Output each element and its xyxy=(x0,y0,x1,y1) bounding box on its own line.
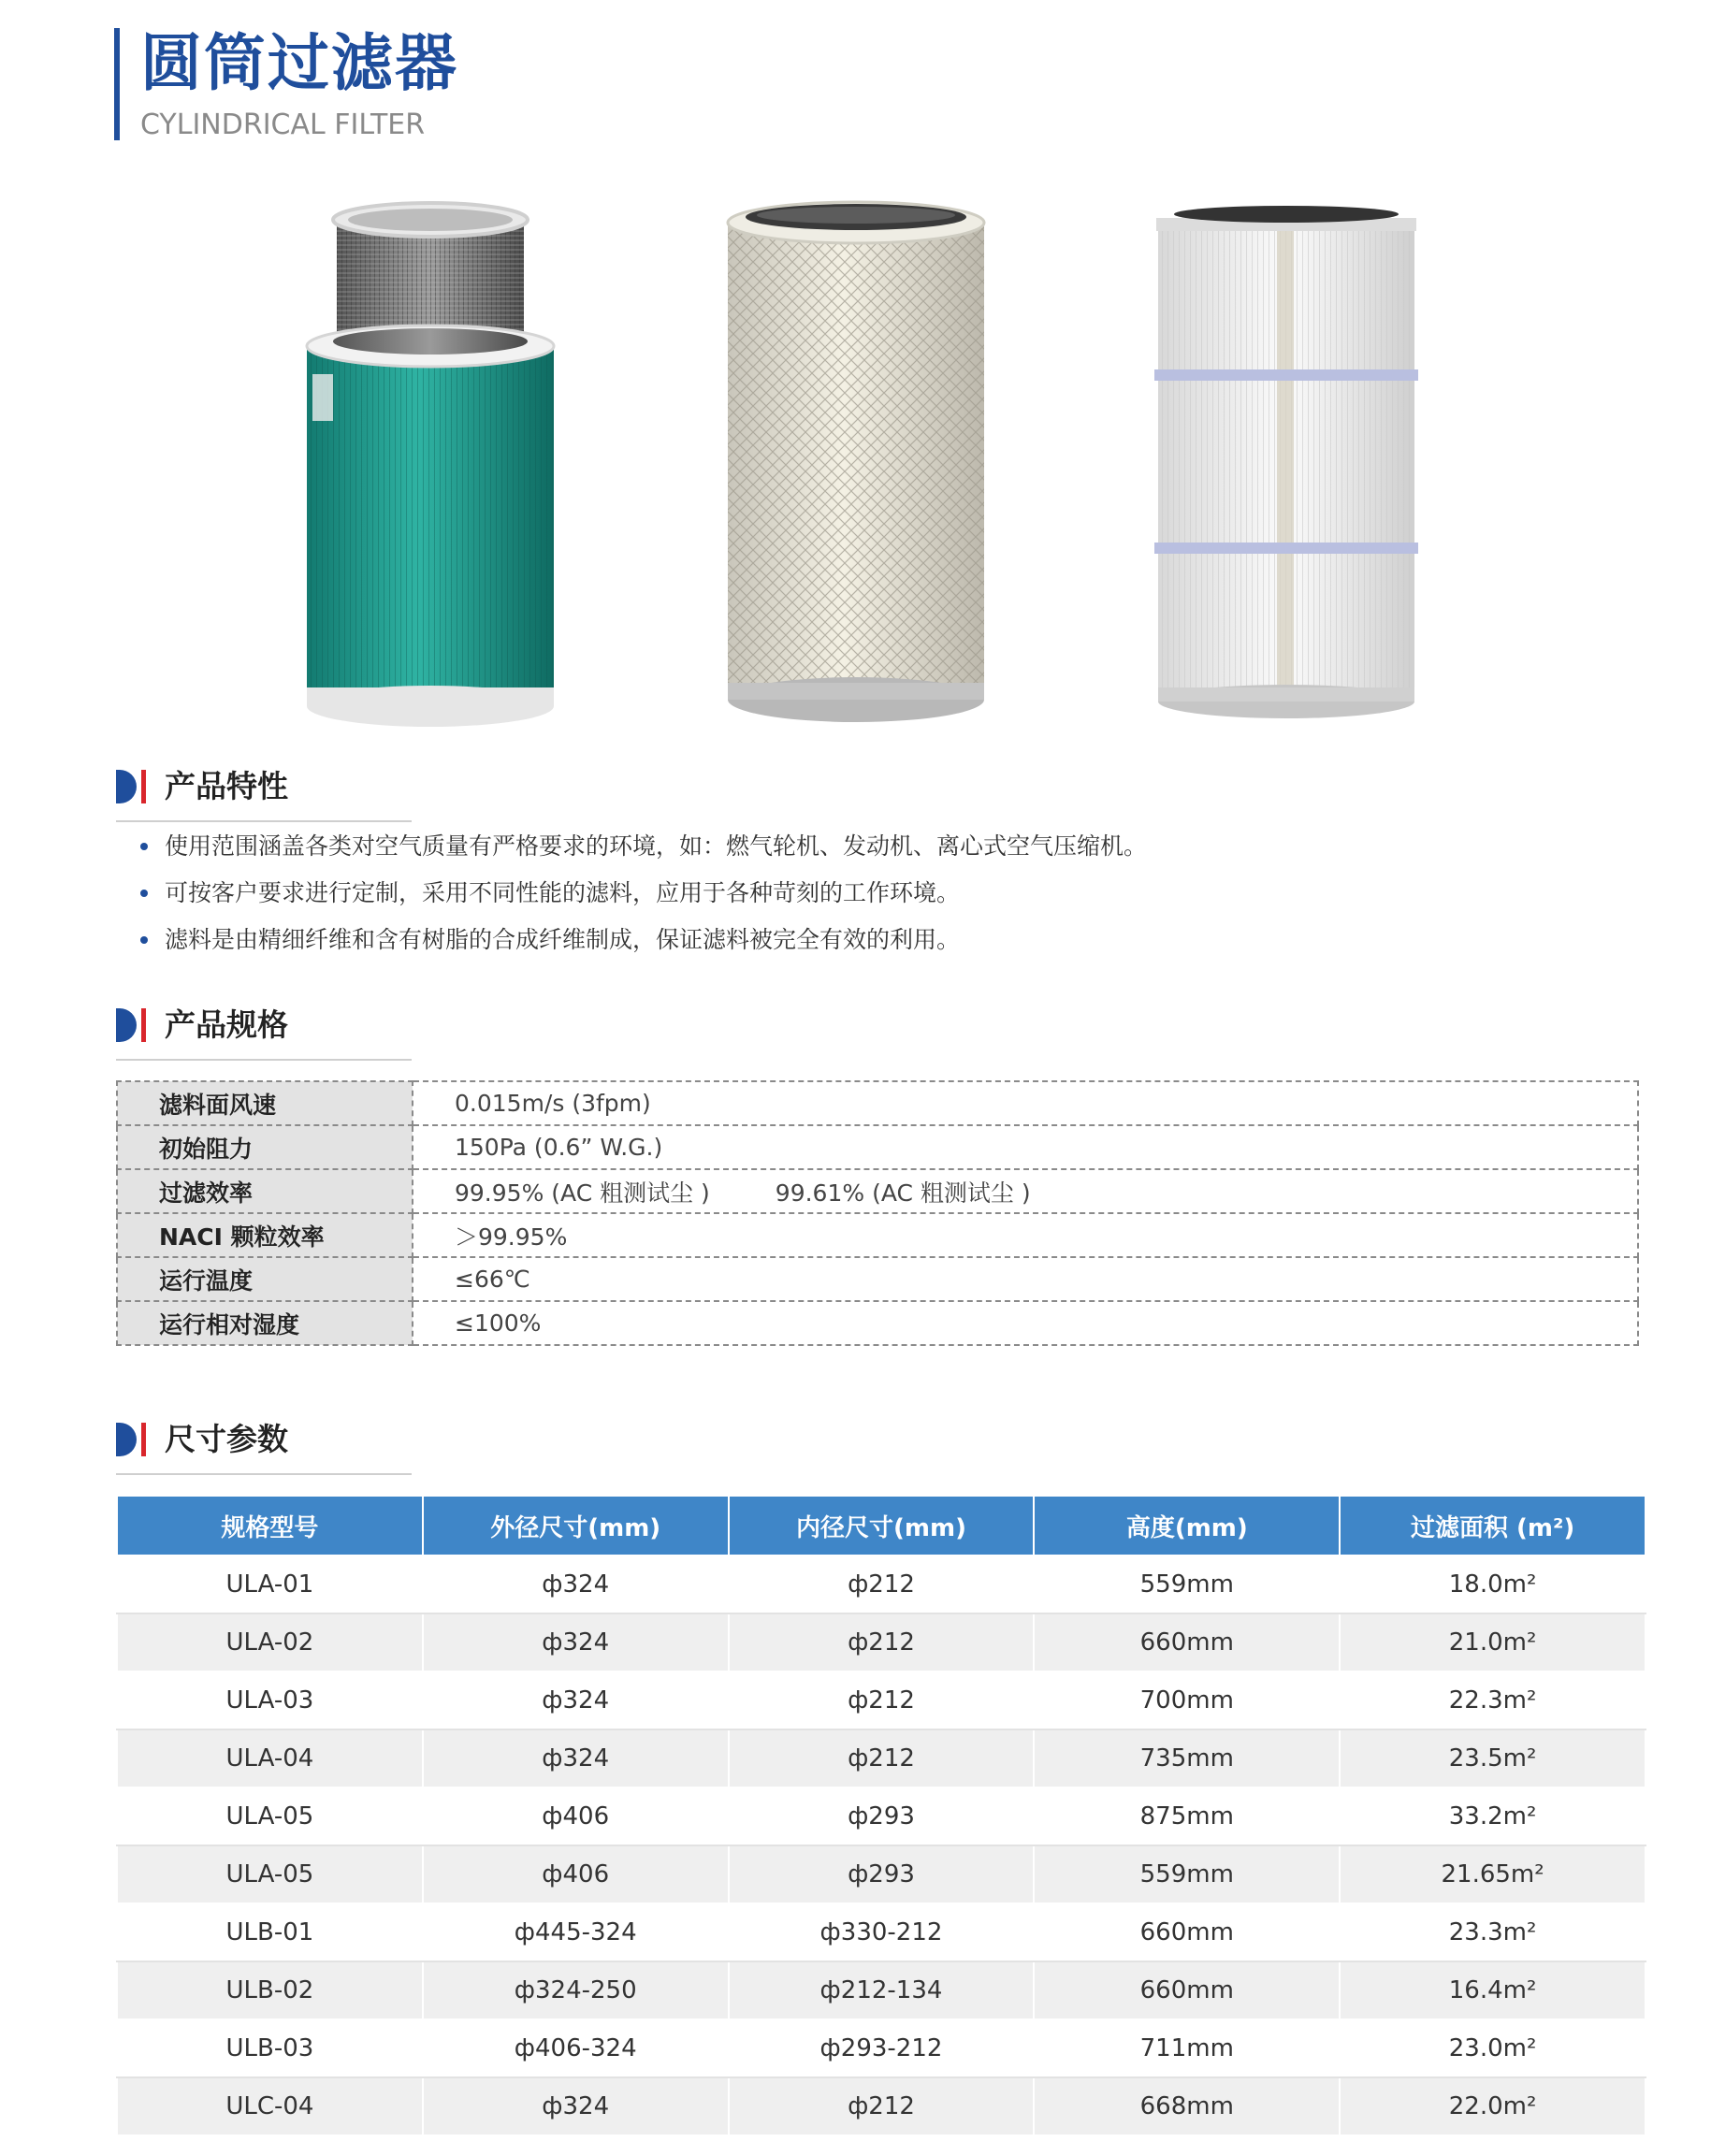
dimension-table xyxy=(116,1495,1646,2136)
cell-model: ULB-03 xyxy=(117,2019,423,2077)
table-row xyxy=(117,1729,1646,1787)
cell-model: ULA-02 xyxy=(117,1613,423,1671)
section-marker-icon xyxy=(116,770,137,803)
section-marker-bar-icon xyxy=(141,1008,146,1042)
spec-row xyxy=(117,1169,1638,1213)
spec-value xyxy=(413,1301,1638,1345)
page-title: 圆筒过滤器 xyxy=(140,27,458,99)
cell-height: 660mm xyxy=(1034,1961,1340,2019)
spec-value-text: 150Pa (0.6” W.G.) xyxy=(455,1134,663,1161)
title-accent-bar xyxy=(114,28,120,140)
cell-outer-diameter: ф445-324 xyxy=(423,1903,729,1961)
table-row xyxy=(117,2077,1646,2135)
cell-model: ULA-03 xyxy=(117,1671,423,1729)
cell-inner-diameter: ф212 xyxy=(729,1613,1035,1671)
cell-outer-diameter: ф324-250 xyxy=(423,1961,729,2019)
cell-model: ULA-05 xyxy=(117,1845,423,1903)
cell-filter-area: 16.4m² xyxy=(1340,1961,1646,2019)
cell-inner-diameter: ф293 xyxy=(729,1787,1035,1845)
cell-inner-diameter: ф293-212 xyxy=(729,2019,1035,2077)
feature-item: 使用范围涵盖各类对空气质量有严格要求的环境，如：燃气轮机、发动机、离心式空气压缩机。 xyxy=(140,823,1147,870)
table-row xyxy=(117,1787,1646,1845)
cell-outer-diameter: ф324 xyxy=(423,1671,729,1729)
cell-filter-area: 21.0m² xyxy=(1340,1613,1646,1671)
spec-value xyxy=(413,1169,1638,1213)
spec-row xyxy=(117,1301,1638,1345)
column-header-filter-area: 过滤面积 (m²) xyxy=(1340,1496,1646,1556)
cell-inner-diameter: ф212-134 xyxy=(729,1961,1035,2019)
section-marker-icon xyxy=(116,1423,137,1456)
section-marker-icon xyxy=(116,1008,137,1042)
spec-table xyxy=(116,1080,1639,1346)
white-pleated-filter-image xyxy=(1151,192,1422,730)
cell-filter-area: 33.2m² xyxy=(1340,1787,1646,1845)
spec-row xyxy=(117,1125,1638,1169)
spec-row xyxy=(117,1213,1638,1257)
cell-height: 735mm xyxy=(1034,1729,1340,1787)
cell-outer-diameter: ф406 xyxy=(423,1787,729,1845)
table-row xyxy=(117,1961,1646,2019)
cell-filter-area: 21.65m² xyxy=(1340,1845,1646,1903)
section-marker-bar-icon xyxy=(141,770,146,803)
spec-value-text-secondary: 99.61% (AC 粗测试尘 ) xyxy=(775,1179,1031,1207)
table-row xyxy=(117,1845,1646,1903)
cell-outer-diameter: ф324 xyxy=(423,1613,729,1671)
table-row xyxy=(117,1556,1646,1613)
cell-height: 711mm xyxy=(1034,2019,1340,2077)
spec-label: 滤料面风速 xyxy=(117,1081,413,1125)
cell-outer-diameter: ф324 xyxy=(423,2077,729,2135)
cell-model: ULA-05 xyxy=(117,1787,423,1845)
section-marker-bar-icon xyxy=(141,1423,146,1456)
product-images xyxy=(0,187,1711,730)
cell-outer-diameter: ф324 xyxy=(423,1556,729,1613)
cell-inner-diameter: ф293 xyxy=(729,1845,1035,1903)
cell-height: 875mm xyxy=(1034,1787,1340,1845)
spec-row xyxy=(117,1257,1638,1301)
cell-height: 660mm xyxy=(1034,1613,1340,1671)
spec-label: 初始阻力 xyxy=(117,1125,413,1169)
feature-item: 滤料是由精细纤维和含有树脂的合成纤维制成，保证滤料被完全有效的利用。 xyxy=(140,917,1147,963)
cell-inner-diameter: ф212 xyxy=(729,2077,1035,2135)
cell-model: ULB-01 xyxy=(117,1903,423,1961)
cell-height: 559mm xyxy=(1034,1556,1340,1613)
spec-value xyxy=(413,1081,1638,1125)
section-underline xyxy=(116,1473,412,1475)
spec-label: 过滤效率 xyxy=(117,1169,413,1213)
cell-inner-diameter: ф330-212 xyxy=(729,1903,1035,1961)
cell-model: ULA-04 xyxy=(117,1729,423,1787)
column-header-height: 高度(mm) xyxy=(1034,1496,1340,1556)
table-row xyxy=(117,2019,1646,2077)
feature-item: 可按客户要求进行定制，采用不同性能的滤料，应用于各种苛刻的工作环境。 xyxy=(140,870,1147,917)
cell-height: 660mm xyxy=(1034,1903,1340,1961)
spec-label: NACI 颗粒效率 xyxy=(117,1213,413,1257)
cell-height: 668mm xyxy=(1034,2077,1340,2135)
cream-filter-image xyxy=(720,196,992,739)
spec-value-text: 0.015m/s (3fpm) xyxy=(455,1090,651,1117)
cell-model: ULC-04 xyxy=(117,2077,423,2135)
cell-height: 559mm xyxy=(1034,1845,1340,1903)
green-filter-image xyxy=(299,201,571,730)
page-subtitle: CYLINDRICAL FILTER xyxy=(140,109,426,141)
table-row xyxy=(117,1903,1646,1961)
section-title: 产品特性 xyxy=(165,768,288,804)
cell-model: ULB-02 xyxy=(117,1961,423,2019)
feature-list xyxy=(140,823,1147,963)
spec-label: 运行相对湿度 xyxy=(117,1301,413,1345)
cell-filter-area: 22.0m² xyxy=(1340,2077,1646,2135)
cell-filter-area: 23.5m² xyxy=(1340,1729,1646,1787)
cell-height: 700mm xyxy=(1034,1671,1340,1729)
section-underline xyxy=(116,820,412,822)
cell-inner-diameter: ф212 xyxy=(729,1556,1035,1613)
cell-filter-area: 23.3m² xyxy=(1340,1903,1646,1961)
spec-value-text: 99.95% (AC 粗测试尘 ) xyxy=(455,1179,710,1207)
spec-value-text: ＞99.95% xyxy=(455,1223,568,1251)
column-header-outer-diameter: 外径尺寸(mm) xyxy=(423,1496,729,1556)
cell-outer-diameter: ф406 xyxy=(423,1845,729,1903)
spec-value xyxy=(413,1125,1638,1169)
dimension-header-row xyxy=(117,1496,1646,1556)
spec-row xyxy=(117,1081,1638,1125)
column-header-model: 规格型号 xyxy=(117,1496,423,1556)
spec-value xyxy=(413,1213,1638,1257)
spec-value-text: ≤66℃ xyxy=(455,1266,530,1293)
section-title: 产品规格 xyxy=(165,1006,288,1043)
section-underline xyxy=(116,1059,412,1061)
table-row xyxy=(117,1671,1646,1729)
spec-value-text: ≤100% xyxy=(455,1310,542,1337)
cell-inner-diameter: ф212 xyxy=(729,1671,1035,1729)
spec-label: 运行温度 xyxy=(117,1257,413,1301)
column-header-inner-diameter: 内径尺寸(mm) xyxy=(729,1496,1035,1556)
cell-filter-area: 18.0m² xyxy=(1340,1556,1646,1613)
cell-filter-area: 23.0m² xyxy=(1340,2019,1646,2077)
spec-value xyxy=(413,1257,1638,1301)
cell-model: ULA-01 xyxy=(117,1556,423,1613)
cell-filter-area: 22.3m² xyxy=(1340,1671,1646,1729)
table-row xyxy=(117,1613,1646,1671)
cell-inner-diameter: ф212 xyxy=(729,1729,1035,1787)
cell-outer-diameter: ф324 xyxy=(423,1729,729,1787)
section-title: 尺寸参数 xyxy=(165,1421,288,1457)
cell-outer-diameter: ф406-324 xyxy=(423,2019,729,2077)
